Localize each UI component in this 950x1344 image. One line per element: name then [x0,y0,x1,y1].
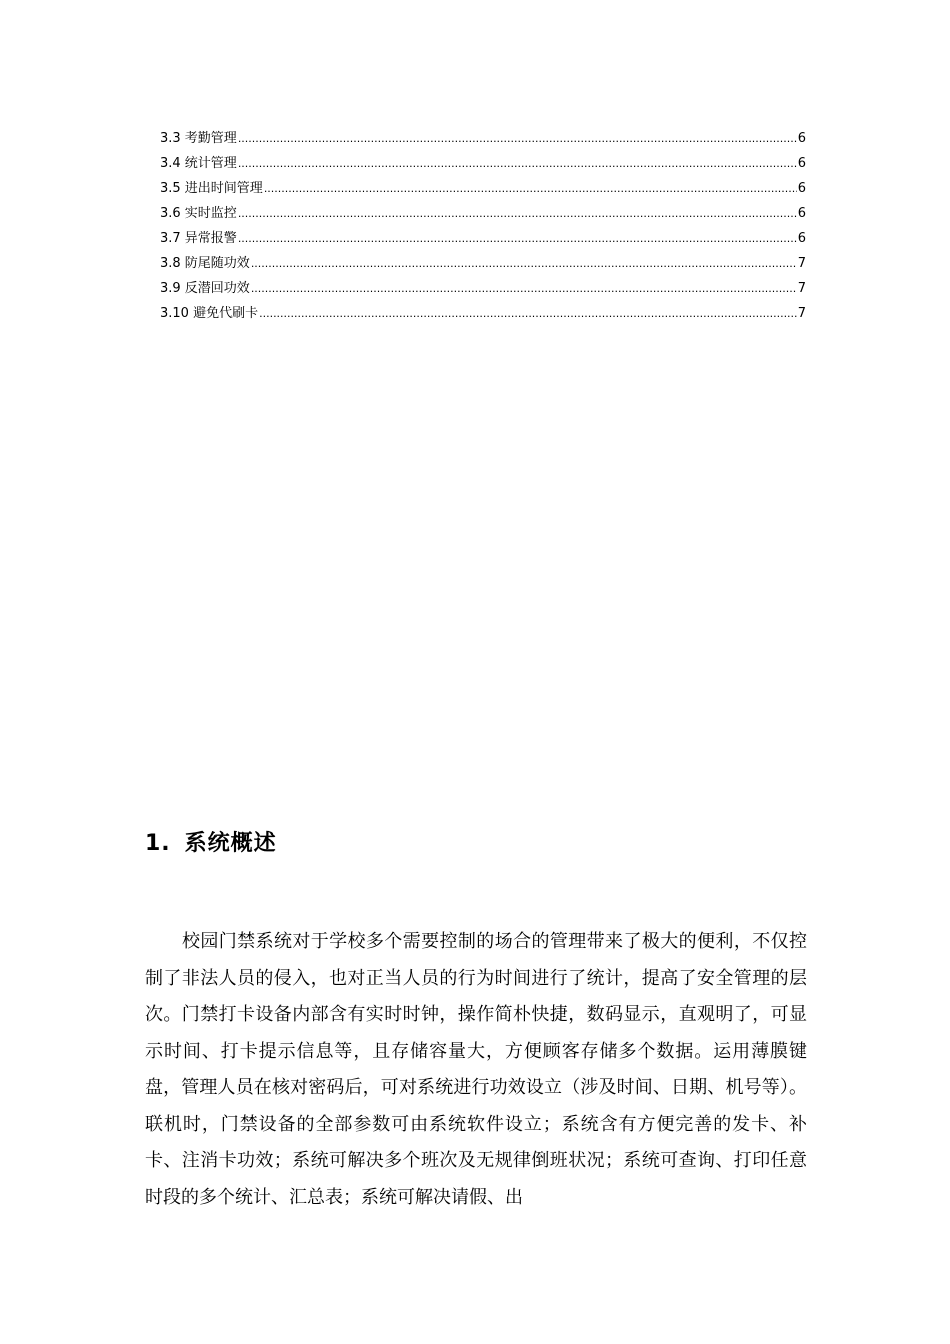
toc-entry-label: 3.5 进出时间管理 [160,181,263,196]
toc-entry-label: 3.3 考勤管理 [160,131,237,146]
toc-entry[interactable] [160,301,806,326]
toc-entry-page: 6 [797,181,806,196]
toc-entry[interactable] [160,226,806,251]
toc-entry[interactable] [160,201,806,226]
toc-entry-label: 3.9 反潜回功效 [160,281,250,296]
table-of-contents [160,126,806,326]
toc-dot-leader [238,201,797,226]
toc-dot-leader [238,226,797,251]
toc-entry-page: 7 [797,306,806,321]
toc-entry-label: 3.4 统计管理 [160,156,237,171]
section-heading [145,826,277,857]
toc-dot-leader [238,151,797,176]
toc-entry-page: 6 [797,231,806,246]
toc-entry-label: 3.8 防尾随功效 [160,256,250,271]
toc-dot-leader [251,251,797,276]
toc-entry-label: 3.7 异常报警 [160,231,237,246]
toc-dot-leader [238,126,797,151]
toc-entry-page: 6 [797,156,806,171]
toc-entry-page: 6 [797,131,806,146]
toc-dot-leader [259,301,797,326]
toc-entry[interactable] [160,251,806,276]
toc-entry[interactable] [160,151,806,176]
toc-entry[interactable] [160,126,806,151]
section-number: 1. [145,831,171,856]
toc-entry-page: 7 [797,281,806,296]
toc-entry[interactable] [160,176,806,201]
toc-entry-page: 6 [797,206,806,221]
toc-entry-page: 7 [797,256,806,271]
toc-dot-leader [264,176,797,201]
toc-dot-leader [251,276,797,301]
section-title: 系统概述 [184,831,277,856]
section-paragraph: 校园门禁系统对于学校多个需要控制的场合的管理带来了极大的便利，不仅控制了非法人员的侵入，也对正当人员的行为时间进行了统计，提高了安全管理的层次。门禁打卡设备内部含有实时时钟，操作简朴快捷，数码显示，直观明了，可显示时间、打卡提示信息等，且存储容量大，方便顾客存储多个数据。运用薄膜键盘，管理人员在核对密码后，可对系统进行功效设立（涉及时间、日期、机号等）。联机时，门禁设备的全部参数可由系统软件设立；系统含有方便完善的发卡、补卡、注消卡功效；系统可解决多个班次及无规律倒班状况；系统可查询、打印任意时段的多个统计、汇总表；系统可解决请假、出 [145,931,807,1208]
toc-entry[interactable] [160,276,806,301]
toc-entry-label: 3.10 避免代刷卡 [160,306,259,321]
toc-entry-label: 3.6 实时监控 [160,206,237,221]
